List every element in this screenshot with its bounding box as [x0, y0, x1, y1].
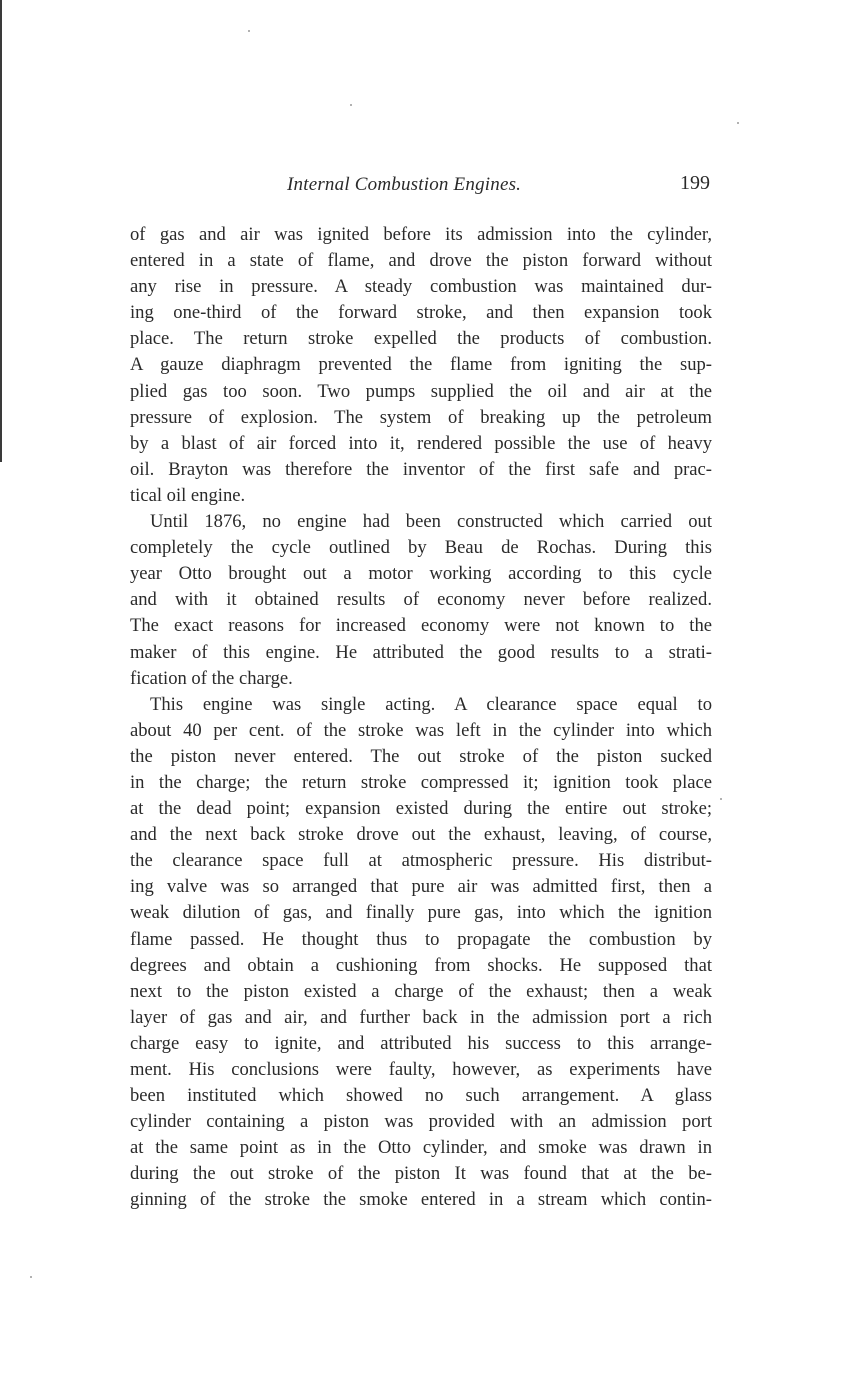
text-line: plied gas too soon. Two pumps supplied the oil and air at the [130, 380, 712, 402]
text-line: A gauze diaphragm prevented the flame from igniting the sup- [130, 354, 712, 376]
text-line: completely the cycle outlined by Beau de Rochas. During this [130, 537, 712, 559]
text-line: place. The return stroke expelled the products of combustion. [130, 328, 712, 350]
text-line: oil. Brayton was therefore the inventor of the first safe and prac- [130, 458, 712, 480]
page-header [130, 172, 712, 202]
text-line: any rise in pressure. A steady combustion was maintained dur- [130, 276, 712, 298]
paper-speck [30, 1276, 32, 1278]
text-line: tical oil engine. [130, 484, 246, 506]
text-line: fication of the charge. [130, 667, 293, 689]
text-line: in the charge; the return stroke compressed it; ignition took place [130, 771, 712, 793]
binding-edge-shadow [0, 0, 2, 462]
paragraph-brayton [130, 222, 712, 509]
text-line: the clearance space full at atmospheric pressure. His distribut- [130, 850, 712, 872]
text-line: ginning of the stroke the smoke entered in a stream which contin- [130, 1189, 712, 1211]
text-line: maker of this engine. He attributed the good results to a strati- [130, 641, 712, 663]
paper-speck [248, 30, 250, 32]
paper-speck [720, 798, 722, 800]
text-line: at the same point as in the Otto cylinder, and smoke was drawn in [130, 1137, 712, 1159]
text-line: ing valve was so arranged that pure air was admitted first, then a [130, 876, 712, 898]
text-line: Until 1876, no engine had been constructed which carried out [150, 511, 712, 533]
text-line: ment. His conclusions were faulty, however, as experiments have [130, 1059, 712, 1080]
text-line: weak dilution of gas, and finally pure gas, into which the ignition [130, 902, 712, 924]
text-line: charge easy to ignite, and attributed his success to this arrange- [130, 1032, 712, 1054]
text-line: next to the piston existed a charge of the exhaust; then a weak [130, 980, 712, 1002]
paper-speck [737, 122, 739, 124]
text-line: of gas and air was ignited before its admission into the cylinder, [130, 224, 712, 245]
text-line: ing one-third of the forward stroke, and then expansion took [130, 302, 712, 324]
text-line: The exact reasons for increased economy were not known to the [130, 615, 712, 637]
text-line: and the next back stroke drove out the exhaust, leaving, of course, [130, 824, 712, 846]
text-line: cylinder containing a piston was provided with an admission port [130, 1111, 712, 1133]
paragraph-otto-1876 [130, 509, 712, 692]
text-line: entered in a state of flame, and drove the piston forward without [130, 250, 712, 272]
text-line: been instituted which showed no such arrangement. A glass [130, 1085, 712, 1107]
text-line: the piston never entered. The out stroke of the piston sucked [130, 745, 712, 767]
text-line: flame passed. He thought thus to propagate the combustion by [130, 928, 712, 950]
running-title: Internal Combustion Engines. [287, 174, 522, 195]
text-line: year Otto brought out a motor working according to this cycle [130, 563, 712, 585]
text-line: at the dead point; expansion existed during the entire out stroke; [130, 798, 712, 820]
body-text [130, 222, 712, 1214]
paper-speck [350, 104, 352, 106]
text-line: by a blast of air forced into it, rendered possible the use of heavy [130, 432, 712, 454]
text-line: layer of gas and air, and further back in the admission port a rich [130, 1006, 712, 1028]
text-line: degrees and obtain a cushioning from shocks. He supposed that [130, 954, 712, 976]
paragraph-single-acting [130, 692, 712, 1214]
text-line: during the out stroke of the piston It was found that at the be- [130, 1163, 712, 1185]
text-line: and with it obtained results of economy never before realized. [130, 589, 712, 611]
text-line: This engine was single acting. A clearance space equal to [150, 693, 712, 715]
text-line: about 40 per cent. of the stroke was left in the cylinder into which [130, 719, 712, 741]
text-line: pressure of explosion. The system of breaking up the petroleum [130, 406, 712, 428]
page-number: 199 [680, 172, 710, 194]
